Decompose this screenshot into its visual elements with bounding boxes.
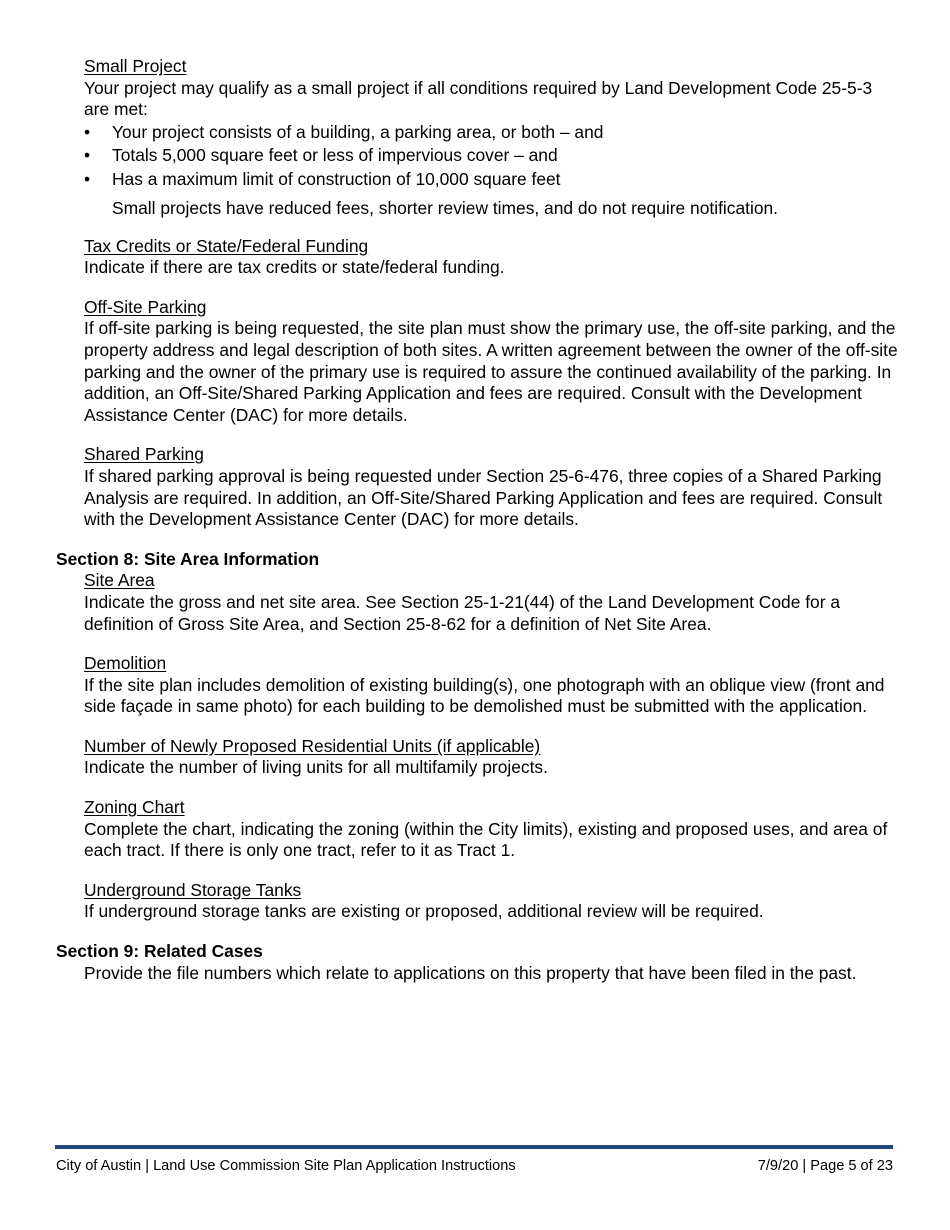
footer-document-title: City of Austin | Land Use Commission Site Plan Application Instructions bbox=[56, 1158, 516, 1174]
list-item bbox=[56, 144, 902, 167]
related-cases-text: Provide the file numbers which relate to applications on this property that have been filed in the past. bbox=[84, 962, 857, 983]
footer-date-page-number: 7/9/20 | Page 5 of 23 bbox=[757, 1158, 893, 1174]
bullet-icon: • bbox=[84, 145, 91, 166]
residential-units-block bbox=[84, 736, 902, 779]
page-content bbox=[56, 56, 902, 984]
small-project-intro: Your project may qualify as a small project if all conditions required by Land Development Code 25-5-3 are met: bbox=[84, 77, 873, 120]
demolition-heading: Demolition bbox=[84, 653, 167, 674]
zoning-chart-block bbox=[84, 797, 902, 862]
condition-text: Totals 5,000 square feet or less of impervious cover – and bbox=[112, 145, 558, 166]
off-site-parking-block bbox=[84, 297, 902, 427]
storage-tanks-text: If underground storage tanks are existing or proposed, additional review will be required. bbox=[84, 901, 764, 922]
list-item bbox=[56, 168, 902, 191]
section-9-title: Section 9: Related Cases bbox=[56, 941, 263, 962]
small-project-block bbox=[84, 56, 902, 220]
tax-credits-heading: Tax Credits or State/Federal Funding bbox=[84, 235, 369, 256]
small-project-heading: Small Project bbox=[84, 56, 187, 76]
shared-parking-text: If shared parking approval is being requested under Section 25-6-476, three copies of a Shared Parking Analysis are required. In addition, an Off-Site/Shared Parking Application and fees are required. Consult with the Development Assistance Center (DAC) for more details. bbox=[84, 465, 883, 530]
small-project-note: Small projects have reduced fees, shorter review times, and do not require notification. bbox=[112, 198, 779, 218]
small-project-conditions-list bbox=[56, 121, 902, 191]
shared-parking-heading: Shared Parking bbox=[84, 444, 204, 465]
condition-text: Has a maximum limit of construction of 10,000 square feet bbox=[112, 168, 561, 189]
demolition-text: If the site plan includes demolition of existing building(s), one photograph with an oblique view (front and side façade in same photo) for each building to be demolished must be submitted with the application. bbox=[84, 674, 885, 717]
section-8-title: Section 8: Site Area Information bbox=[56, 548, 320, 569]
tax-credits-block bbox=[84, 236, 902, 279]
shared-parking-block bbox=[84, 444, 902, 530]
site-area-block bbox=[84, 570, 902, 635]
site-area-text: Indicate the gross and net site area. See Section 25-1-21(44) of the Land Development Code for a definition of Gross Site Area, and Section 25-8-62 for a definition of Net Site Area. bbox=[84, 591, 841, 634]
storage-tanks-block bbox=[84, 880, 902, 923]
list-item bbox=[56, 121, 902, 144]
off-site-parking-text: If off-site parking is being requested, the site plan must show the primary use, the off-site parking, and the property address and legal description of both sites. A written agreement between the owner of the off-site parking and the owner of the primary use is required to assure the continued availability of the parking. In addition, an Off-Site/Shared Parking Application and fees are required. Consult with the Development Assistance Center (DAC) for more details. bbox=[84, 318, 898, 425]
related-cases-block bbox=[84, 963, 902, 985]
bullet-icon: • bbox=[84, 168, 91, 189]
zoning-chart-text: Complete the chart, indicating the zoning (within the City limits), existing and proposed uses, and area of each tract. If there is only one tract, refer to it as Tract 1. bbox=[84, 818, 888, 861]
site-area-heading: Site Area bbox=[84, 570, 155, 591]
bullet-icon: • bbox=[84, 121, 91, 142]
off-site-parking-heading: Off-Site Parking bbox=[84, 296, 207, 317]
tax-credits-text: Indicate if there are tax credits or state/federal funding. bbox=[84, 257, 505, 278]
residential-units-heading: Number of Newly Proposed Residential Units (if applicable) bbox=[84, 735, 541, 756]
storage-tanks-heading: Underground Storage Tanks bbox=[84, 879, 302, 900]
zoning-chart-heading: Zoning Chart bbox=[84, 797, 185, 818]
condition-text: Your project consists of a building, a parking area, or both – and bbox=[112, 121, 604, 142]
footer-divider bbox=[55, 1145, 893, 1149]
demolition-block bbox=[84, 653, 902, 718]
residential-units-text: Indicate the number of living units for all multifamily projects. bbox=[84, 757, 548, 778]
